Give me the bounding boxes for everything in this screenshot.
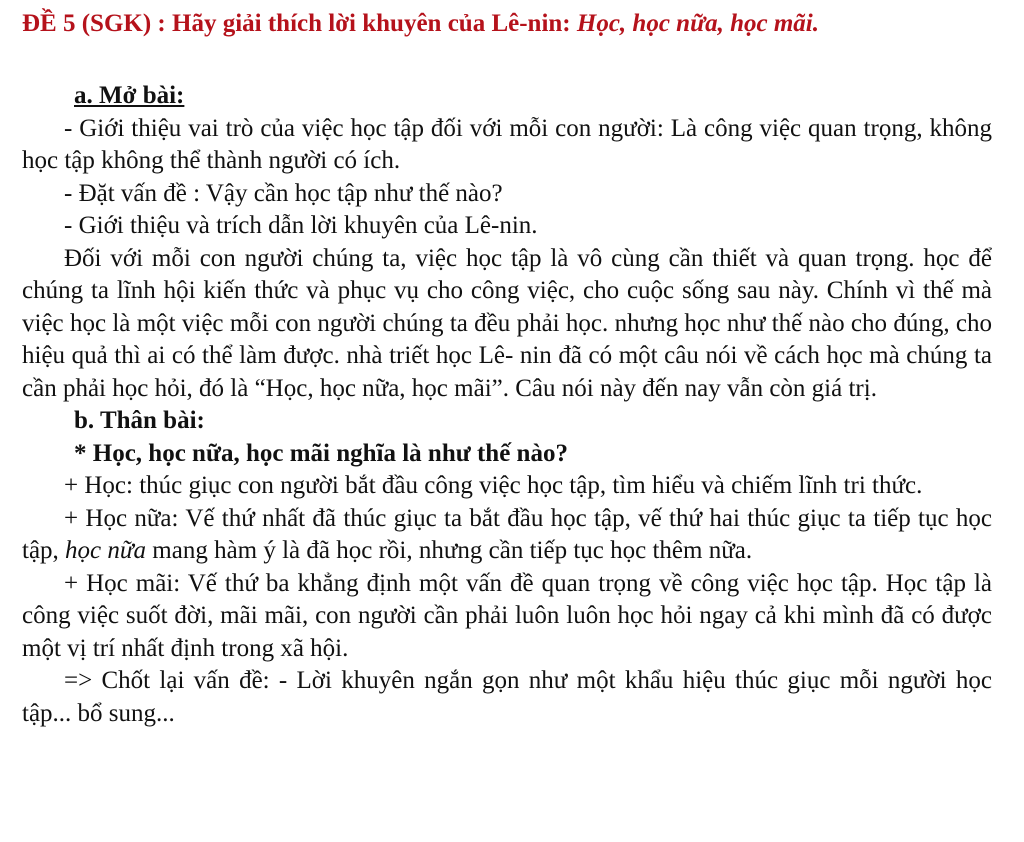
body-point-hoc-mai: + Học mãi: Vế thứ ba khẳng định một vấn đề quan trọng về công việc học tập. Học tập là công việc suốt đời, mãi mãi, con người cần phải luôn luôn học hỏi ngay cả khi mình đã có được một vị trí nhất định trong xã hội. — [22, 569, 992, 662]
intro-point-quote: - Giới thiệu và trích dẫn lời khuyên của Lê-nin. — [64, 212, 538, 239]
body-point-hoc-nua-end: mang hàm ý là đã học rồi, nhưng cần tiếp tục học thêm nữa. — [146, 537, 753, 564]
title-prefix: ĐỀ 5 (SGK) : Hãy giải thích lời khuyên của Lê-nin: — [22, 10, 577, 37]
body-point-hoc-nua-start: + Học nữa: Vế thứ nhất đã thúc giục ta bắt đầu học tập, vế thứ hai thúc giục ta tiếp tục học tập, — [22, 504, 992, 564]
title-quote: Học, học nữa, học mãi. — [576, 10, 819, 37]
intro-point-role: - Giới thiệu vai trò của việc học tập đối với mỗi con người: Là công việc quan trọng, không học tập không thể thành người có ích. — [22, 114, 992, 174]
body-heading: b. Thân bài: — [74, 407, 205, 434]
body-point-hoc-nua — [22, 503, 992, 568]
intro-heading-text: a. Mở bài: — [74, 82, 185, 109]
intro-paragraph: Đối với mỗi con người chúng ta, việc học tập là vô cùng cần thiết và quan trọng. học để chúng ta lĩnh hội kiến thức và phục vụ cho công việc, cho cuộc sống sau này. Chính vì thế mà việc học là một việc mỗi con người chúng ta đều phải học. nhưng học như thế nào cho đúng, cho hiệu quả thì ai có thể làm được. nhà triết học Lê- nin đã có một câu nói về cách học mà chúng ta cần phải học hỏi, đó là “Học, học nữa, học mãi”. Câu nói này đến nay vẫn còn giá trị. — [22, 244, 992, 402]
intro-point-problem: - Đặt vấn đề : Vậy cần học tập như thế nào? — [64, 179, 503, 207]
body-point-hoc-nua-emphasis: học nữa — [65, 537, 147, 564]
document-title — [22, 8, 998, 40]
body-conclusion-point: => Chốt lại vấn đề: - Lời khuyên ngắn gọn như một khẩu hiệu thúc giục mỗi người học tập... bổ sung... — [22, 667, 992, 727]
body-point-hoc: + Học: thúc giục con người bắt đầu công việc học tập, tìm hiểu và chiếm lĩnh tri thức. — [64, 472, 923, 499]
intro-heading — [22, 80, 992, 113]
body-question: * Học, học nữa, học mãi nghĩa là như thế nào? — [74, 439, 568, 467]
essay-outline — [22, 80, 992, 730]
